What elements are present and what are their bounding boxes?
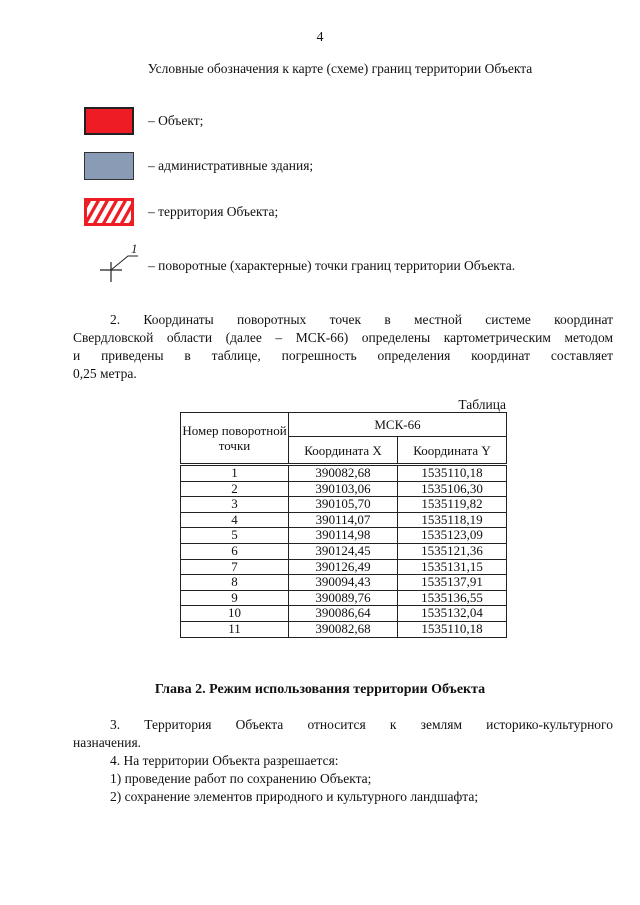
cell-coordinate-y: 1535131,15: [398, 559, 507, 575]
red-hatched-rect-icon: [84, 198, 134, 226]
paragraph-2-line-1: 2. Координаты поворотных точек в местной системе координат: [110, 312, 613, 327]
cell-coordinate-x: 390082,68: [289, 621, 398, 637]
table-row: [181, 497, 507, 513]
cell-point-number: 5: [181, 528, 289, 544]
cell-coordinate-x: 390094,43: [289, 575, 398, 591]
legend-title: Условные обозначения к карте (схеме) границ территории Объекта: [147, 61, 533, 76]
cell-coordinate-y: 1535132,04: [398, 606, 507, 622]
table-row: [181, 559, 507, 575]
table-row: [181, 528, 507, 544]
paragraph-2-line-3: и приведены в таблице, погрешность определения координат составляет: [73, 348, 613, 363]
table-label: Таблица: [458, 397, 506, 412]
cell-coordinate-y: 1535137,91: [398, 575, 507, 591]
table-row: [181, 512, 507, 528]
table-row: [181, 575, 507, 591]
cell-coordinate-x: 390105,70: [289, 497, 398, 513]
cell-coordinate-y: 1535123,09: [398, 528, 507, 544]
red-filled-rect-icon: [84, 107, 134, 135]
cell-coordinate-x: 390086,64: [289, 606, 398, 622]
header-y: Координата Y: [398, 437, 507, 465]
cell-point-number: 10: [181, 606, 289, 622]
table-row: [181, 606, 507, 622]
cell-coordinate-x: 390089,76: [289, 590, 398, 606]
legend-item-label: – поворотные (характерные) точки границ территории Объекта.: [148, 258, 516, 273]
paragraph-3-line-1: 3. Территория Объекта относится к землям историко-культурного: [110, 717, 613, 732]
legend-item-label: – административные здания;: [148, 158, 314, 173]
cell-point-number: 7: [181, 559, 289, 575]
cell-coordinate-y: 1535119,82: [398, 497, 507, 513]
cell-coordinate-x: 390114,98: [289, 528, 398, 544]
paragraph-4-item-2: 2) сохранение элементов природного и культурного ландшафта;: [110, 789, 479, 804]
paragraph-2-line-2: Свердловской области (далее – МСК-66) определены картометрическим методом: [73, 330, 613, 345]
cell-coordinate-y: 1535136,55: [398, 590, 507, 606]
cell-coordinate-x: 390114,07: [289, 512, 398, 528]
page-number: 4: [316, 30, 324, 45]
cell-coordinate-y: 1535106,30: [398, 481, 507, 497]
cell-point-number: 4: [181, 512, 289, 528]
cell-point-number: 6: [181, 543, 289, 559]
paragraph-3-line-2: назначения.: [73, 735, 142, 750]
cell-point-number: 11: [181, 621, 289, 637]
coordinates-table: [180, 412, 507, 638]
table-row: [181, 465, 507, 482]
header-coordinate-system: МСК-66: [289, 413, 507, 437]
table-body: [181, 465, 507, 638]
cell-coordinate-x: 390103,06: [289, 481, 398, 497]
legend-item-label: – Объект;: [148, 113, 204, 128]
header-x: Координата X: [289, 437, 398, 465]
cell-point-number: 9: [181, 590, 289, 606]
cell-coordinate-x: 390082,68: [289, 465, 398, 482]
header-point-number: Номер поворотной точки: [181, 413, 289, 465]
legend-item-label: – территория Объекта;: [148, 204, 279, 219]
paragraph-4-item-1: 1) проведение работ по сохранению Объекта;: [110, 771, 372, 786]
cell-point-number: 1: [181, 465, 289, 482]
turning-point-label: 1: [131, 241, 138, 256]
cell-point-number: 3: [181, 497, 289, 513]
paragraph-4-line-1: 4. На территории Объекта разрешается:: [110, 753, 339, 768]
cell-coordinate-y: 1535110,18: [398, 621, 507, 637]
cell-coordinate-y: 1535110,18: [398, 465, 507, 482]
turning-point-icon: [88, 240, 148, 286]
cell-coordinate-x: 390124,45: [289, 543, 398, 559]
cell-coordinate-y: 1535118,19: [398, 512, 507, 528]
cell-coordinate-x: 390126,49: [289, 559, 398, 575]
table-row: [181, 590, 507, 606]
cell-point-number: 2: [181, 481, 289, 497]
cell-point-number: 8: [181, 575, 289, 591]
chapter-heading: Глава 2. Режим использования территории Объекта: [154, 682, 486, 697]
paragraph-2-line-4: 0,25 метра.: [73, 366, 137, 381]
cell-coordinate-y: 1535121,36: [398, 543, 507, 559]
table-row: [181, 481, 507, 497]
gray-blue-rect-icon: [84, 152, 134, 180]
table-row: [181, 621, 507, 637]
table-row: [181, 543, 507, 559]
